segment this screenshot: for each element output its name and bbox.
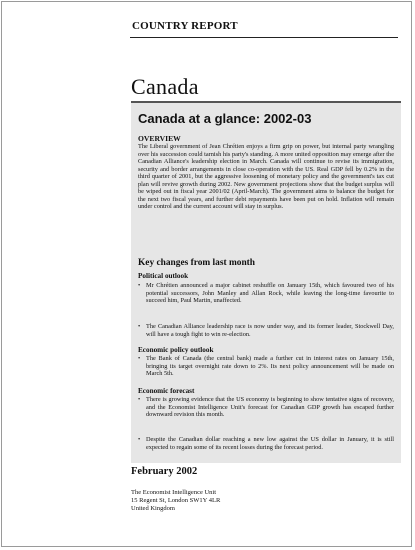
bullet-icon: • (138, 396, 141, 403)
economic-policy-outlook-heading: Economic policy outlook (138, 346, 214, 354)
bullet-text: There is growing evidence that the US economy is beginning to show tentative signs of recovery, and the Economist Intelligence Unit's forecast for Canadian GDP growth has escaped further downward revision this month. (146, 396, 394, 419)
list-item (138, 396, 394, 419)
country-title: Canada (131, 74, 199, 99)
list-item (138, 323, 394, 338)
publisher-address (131, 489, 220, 514)
economic-forecast-heading: Economic forecast (138, 387, 195, 395)
address-line: The Economist Intelligence Unit (131, 489, 217, 496)
bullet-icon: • (138, 282, 141, 289)
bullet-text: The Bank of Canada (the central bank) made a further cut in interest rates on January 15th, bringing its target overnight rate down to 2%. Its next policy announcement will be made on March 5th. (146, 355, 394, 378)
bullet-text: Despite the Canadian dollar reaching a new low against the US dollar in January, it is still expected to regain some of its recent losses during the forecast period. (146, 436, 394, 451)
bullet-icon: • (138, 355, 141, 362)
panel-title: Canada at a glance: 2002-03 (138, 111, 312, 126)
overview-heading: OVERVIEW (138, 134, 181, 143)
political-outlook-heading: Political outlook (138, 272, 189, 280)
bullet-icon: • (138, 436, 141, 443)
bullet-icon: • (138, 323, 141, 330)
header-divider (130, 37, 398, 38)
bullet-text: The Canadian Alliance leadership race is now under way, and its former leader, Stockwell Day, will have a tough fight to win re-election. (146, 323, 394, 338)
report-type-label: COUNTRY REPORT (132, 20, 238, 32)
address-line: United Kingdom (131, 505, 175, 513)
list-item (138, 355, 394, 378)
key-changes-heading: Key changes from last month (138, 258, 256, 268)
list-item (138, 436, 394, 451)
address-line: 15 Regent St, London SW1Y 4LR (131, 497, 221, 505)
overview-text: The Liberal government of Jean Chrétien enjoys a firm grip on power, but internal party wrangling over his succession could tarnish his party's standing. A more united opposition may emerge after the Canadian Alliance's leadership election in March. Canada will continue to revise its immigration, security and border arrangements in close co-operation with the US. Real GDP fell by 0.2% in the third quarter of 2001, but the aggressive loosening of monetary policy and the government's tax cut plan will revive growth during 2002. New government projections show that the budget surplus will be wiped out in fiscal year 2001/02 (April-March). The government aims to balance the budget for the next two fiscal years, and further debt repayments have been put on hold. Inflation will remain under control and the current account will stay in surplus. (138, 143, 394, 211)
list-item (138, 282, 394, 305)
bullet-text: Mr Chrétien announced a major cabinet reshuffle on January 15th, which favoured two of his potential successors, John Manley and Allan Rock, while leaving the long-time favourite to succeed him, Paul Martin, unaffected. (146, 282, 394, 305)
report-date: February 2002 (131, 466, 198, 477)
at-a-glance-panel (131, 101, 401, 463)
